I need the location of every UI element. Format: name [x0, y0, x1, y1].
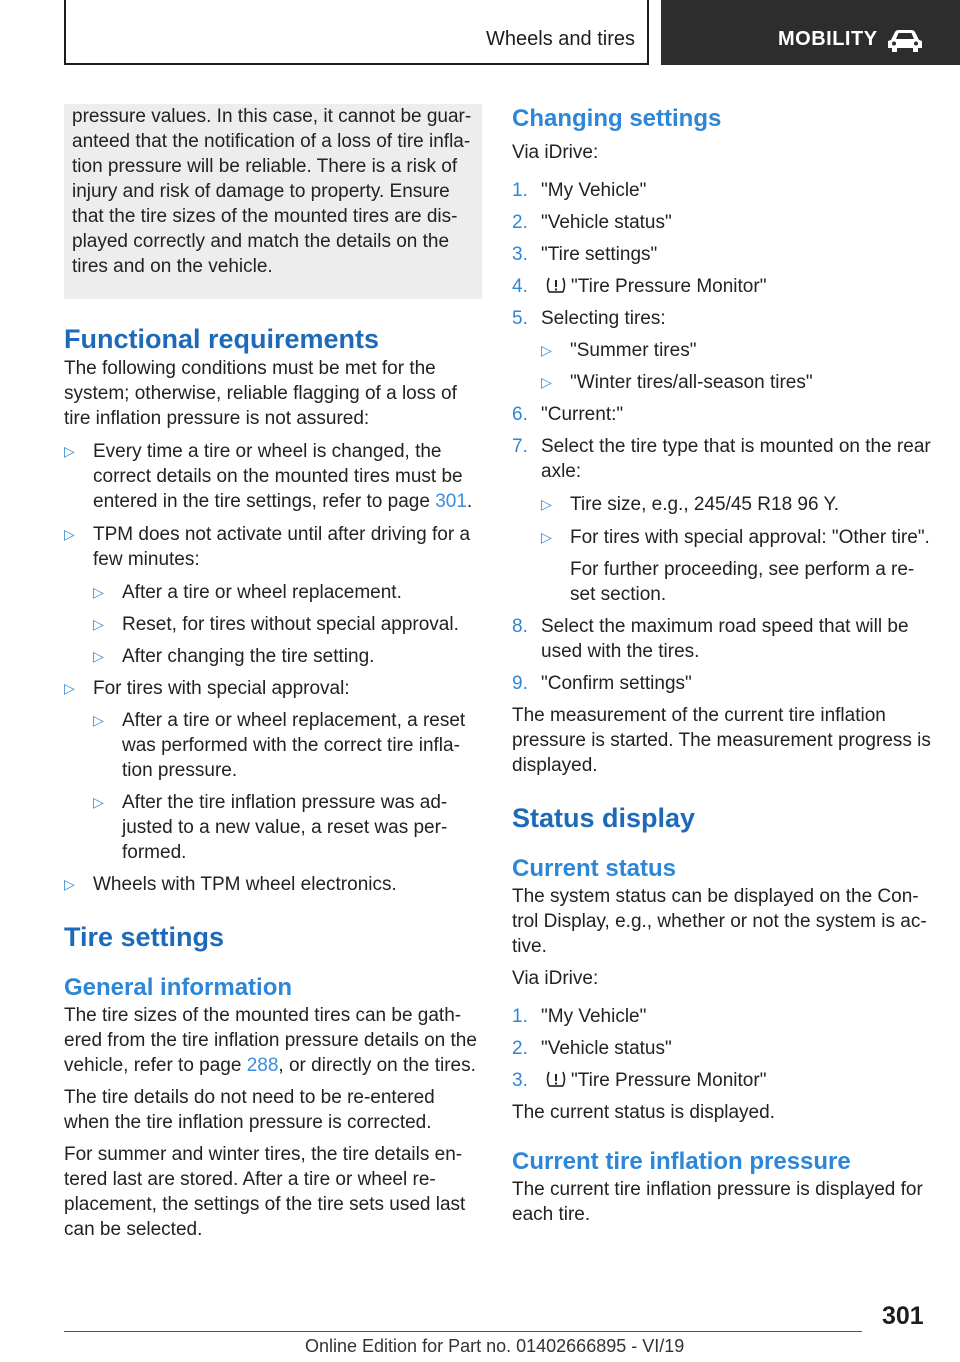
step-item [512, 306, 932, 331]
sub-list-item [512, 338, 932, 363]
via-idrive-label: Via iDrive: [512, 968, 599, 989]
tire-settings-heading: Tire settings [64, 922, 225, 952]
paragraph-text: The tire sizes of the mounted tires can be gath-ered from the tire inflation pressure details on the vehicle, refer to page [64, 1005, 477, 1076]
status-display-heading: Status display [512, 803, 696, 833]
sub-list-item-text: After a tire or wheel replacement, a reset was performed with the correct tire infla-tion pressure. [122, 710, 466, 781]
sub-list-item [64, 790, 482, 865]
general-information-heading: General information [64, 974, 293, 1001]
sub-list-item-text: After the tire inflation pressure was ad-justed to a new value, a reset was per-formed. [122, 792, 448, 863]
sub-list-item [64, 708, 482, 783]
list-item-text: Every time a tire or wheel is changed, the correct details on the mounted tires must be entered in the tire settings, refer to page [93, 441, 463, 512]
general-info-paragraph: The tire details do not need to be re-entered when the tire inflation pressure is corrected. [64, 1087, 435, 1133]
step-item [512, 1068, 932, 1093]
warning-line: anteed that the notification of a loss of tire infla- [72, 131, 471, 152]
step-text: Select the tire type that is mounted on the rear axle: [541, 436, 931, 482]
step-text: "Vehicle status" [541, 1038, 672, 1059]
list-item [64, 522, 482, 572]
step-number: 6. [512, 404, 528, 425]
step-item [512, 178, 932, 203]
step-text: "Tire settings" [541, 244, 658, 265]
current-tire-inflation-heading: Current tire inflation pressure [512, 1148, 851, 1175]
step-item [512, 1036, 932, 1061]
step-item [512, 1004, 932, 1029]
step-item [512, 614, 932, 664]
general-info-paragraph: For summer and winter tires, the tire details en-tered last are stored. After a tire or wheel re-placement, the settings of the tire sets used last can be selected. [64, 1144, 466, 1240]
sub-list-item [512, 370, 932, 395]
warning-line: played correctly and match the details on the [72, 231, 450, 252]
page-link[interactable]: 288 [246, 1055, 279, 1076]
list-item [64, 439, 482, 514]
sub-list-item [64, 612, 482, 637]
step-number: 2. [512, 1038, 528, 1059]
triangle-bullet-icon: ▷ [64, 526, 75, 542]
triangle-bullet-icon: ▷ [93, 648, 104, 664]
sub-list-item [512, 492, 932, 517]
triangle-bullet-icon: ▷ [93, 584, 104, 600]
via-idrive-label: Via iDrive: [512, 142, 599, 163]
step-number: 1. [512, 1006, 528, 1027]
current-status-heading: Current status [512, 855, 677, 882]
step-text: "Vehicle status" [541, 212, 672, 233]
list-item-text: . [466, 491, 473, 512]
right-column [512, 104, 932, 1227]
step-number: 3. [512, 1070, 528, 1091]
sub-list-note: For further proceeding, see perform a re-set section. [570, 559, 915, 605]
changing-settings-heading: Changing settings [512, 105, 722, 132]
triangle-bullet-icon: ▷ [93, 794, 104, 810]
current-tire-inflation-paragraph: The current tire inflation pressure is displayed for each tire. [512, 1179, 923, 1225]
sub-list-item [512, 525, 932, 550]
step-item [512, 434, 932, 484]
current-status-paragraph: The system status can be displayed on the Con-trol Display, e.g., whether or not the system is ac-tive. [512, 886, 927, 957]
step-item [512, 402, 932, 427]
triangle-bullet-icon: ▷ [64, 680, 75, 696]
list-item [64, 676, 482, 701]
triangle-bullet-icon: ▷ [93, 712, 104, 728]
step-text: Select the maximum road speed that will be used with the tires. [541, 616, 909, 662]
step-number: 4. [512, 276, 528, 297]
warning-line: injury and risk of damage to property. Ensure [72, 181, 450, 202]
step-text: "My Vehicle" [541, 180, 647, 201]
step-item [512, 274, 932, 299]
header-section-title: Wheels and tires [486, 28, 635, 50]
sub-list-item-text: Tire size, e.g., 245/45 R18 96 Y. [570, 494, 839, 515]
tire-pressure-warning-icon [545, 276, 567, 294]
sub-list-item-text: For tires with special approval: "Other tire". [570, 527, 930, 548]
warning-line: tion pressure will be reliable. There is a risk of [72, 156, 458, 177]
current-status-result: The current status is displayed. [512, 1102, 775, 1123]
list-item-text: Wheels with TPM wheel electronics. [93, 874, 397, 895]
step-number: 1. [512, 180, 528, 201]
page-number: 301 [882, 1302, 924, 1330]
header-chapter-title: MOBILITY [778, 28, 878, 50]
sub-list-item-text: Reset, for tires without special approval. [122, 614, 459, 635]
tire-pressure-warning-icon [545, 1070, 567, 1088]
step-text: "Confirm settings" [541, 673, 692, 694]
sub-list-item-text: "Summer tires" [570, 340, 697, 361]
functional-requirements-intro: The following conditions must be met for the system; otherwise, reliable flagging of a loss of tire inflation pressure is not assured: [64, 358, 457, 429]
paragraph-text: , or directly on the tires. [278, 1055, 476, 1076]
list-item-text: TPM does not activate until after driving for a few minutes: [93, 524, 471, 570]
triangle-bullet-icon: ▷ [64, 876, 75, 892]
step-text: "Current:" [541, 404, 624, 425]
step-text: "Tire Pressure Monitor" [571, 276, 767, 297]
step-item [512, 671, 932, 696]
step-item [512, 210, 932, 235]
warning-line: tires and on the vehicle. [72, 256, 273, 277]
step-number: 5. [512, 308, 528, 329]
warning-line: pressure values. In this case, it cannot be guar- [72, 106, 472, 127]
page-link[interactable]: 301 [435, 491, 467, 512]
step-number: 3. [512, 244, 528, 265]
sub-list-item-text: After a tire or wheel replacement. [122, 582, 402, 603]
list-item [64, 872, 482, 897]
triangle-bullet-icon: ▷ [541, 374, 552, 390]
step-text: Selecting tires: [541, 308, 666, 329]
step-item [512, 242, 932, 267]
left-column [64, 104, 482, 1242]
triangle-bullet-icon: ▷ [64, 443, 75, 459]
triangle-bullet-icon: ▷ [93, 616, 104, 632]
functional-requirements-heading: Functional requirements [64, 324, 380, 354]
step-number: 7. [512, 436, 528, 457]
warning-box [64, 104, 482, 299]
general-info-paragraph [64, 1003, 482, 1078]
footer-edition: Online Edition for Part no. 01402666895 - VI/19 [305, 1336, 685, 1356]
triangle-bullet-icon: ▷ [541, 529, 552, 545]
step-number: 9. [512, 673, 528, 694]
step-text: "My Vehicle" [541, 1006, 647, 1027]
step-number: 2. [512, 212, 528, 233]
list-item-text: For tires with special approval: [93, 678, 350, 699]
step-number: 8. [512, 616, 528, 637]
warning-line: that the tire sizes of the mounted tires are dis- [72, 206, 458, 227]
sub-list-item-text: After changing the tire setting. [122, 646, 375, 667]
triangle-bullet-icon: ▷ [541, 496, 552, 512]
car-icon [885, 28, 925, 54]
step-text: "Tire Pressure Monitor" [571, 1070, 767, 1091]
measurement-paragraph: The measurement of the current tire inflation pressure is started. The measurement progress is displayed. [512, 705, 931, 776]
sub-list-item [64, 644, 482, 669]
sub-list-item [64, 580, 482, 605]
sub-list-item-text: "Winter tires/all-season tires" [570, 372, 813, 393]
triangle-bullet-icon: ▷ [541, 342, 552, 358]
footer-divider [64, 1331, 862, 1332]
